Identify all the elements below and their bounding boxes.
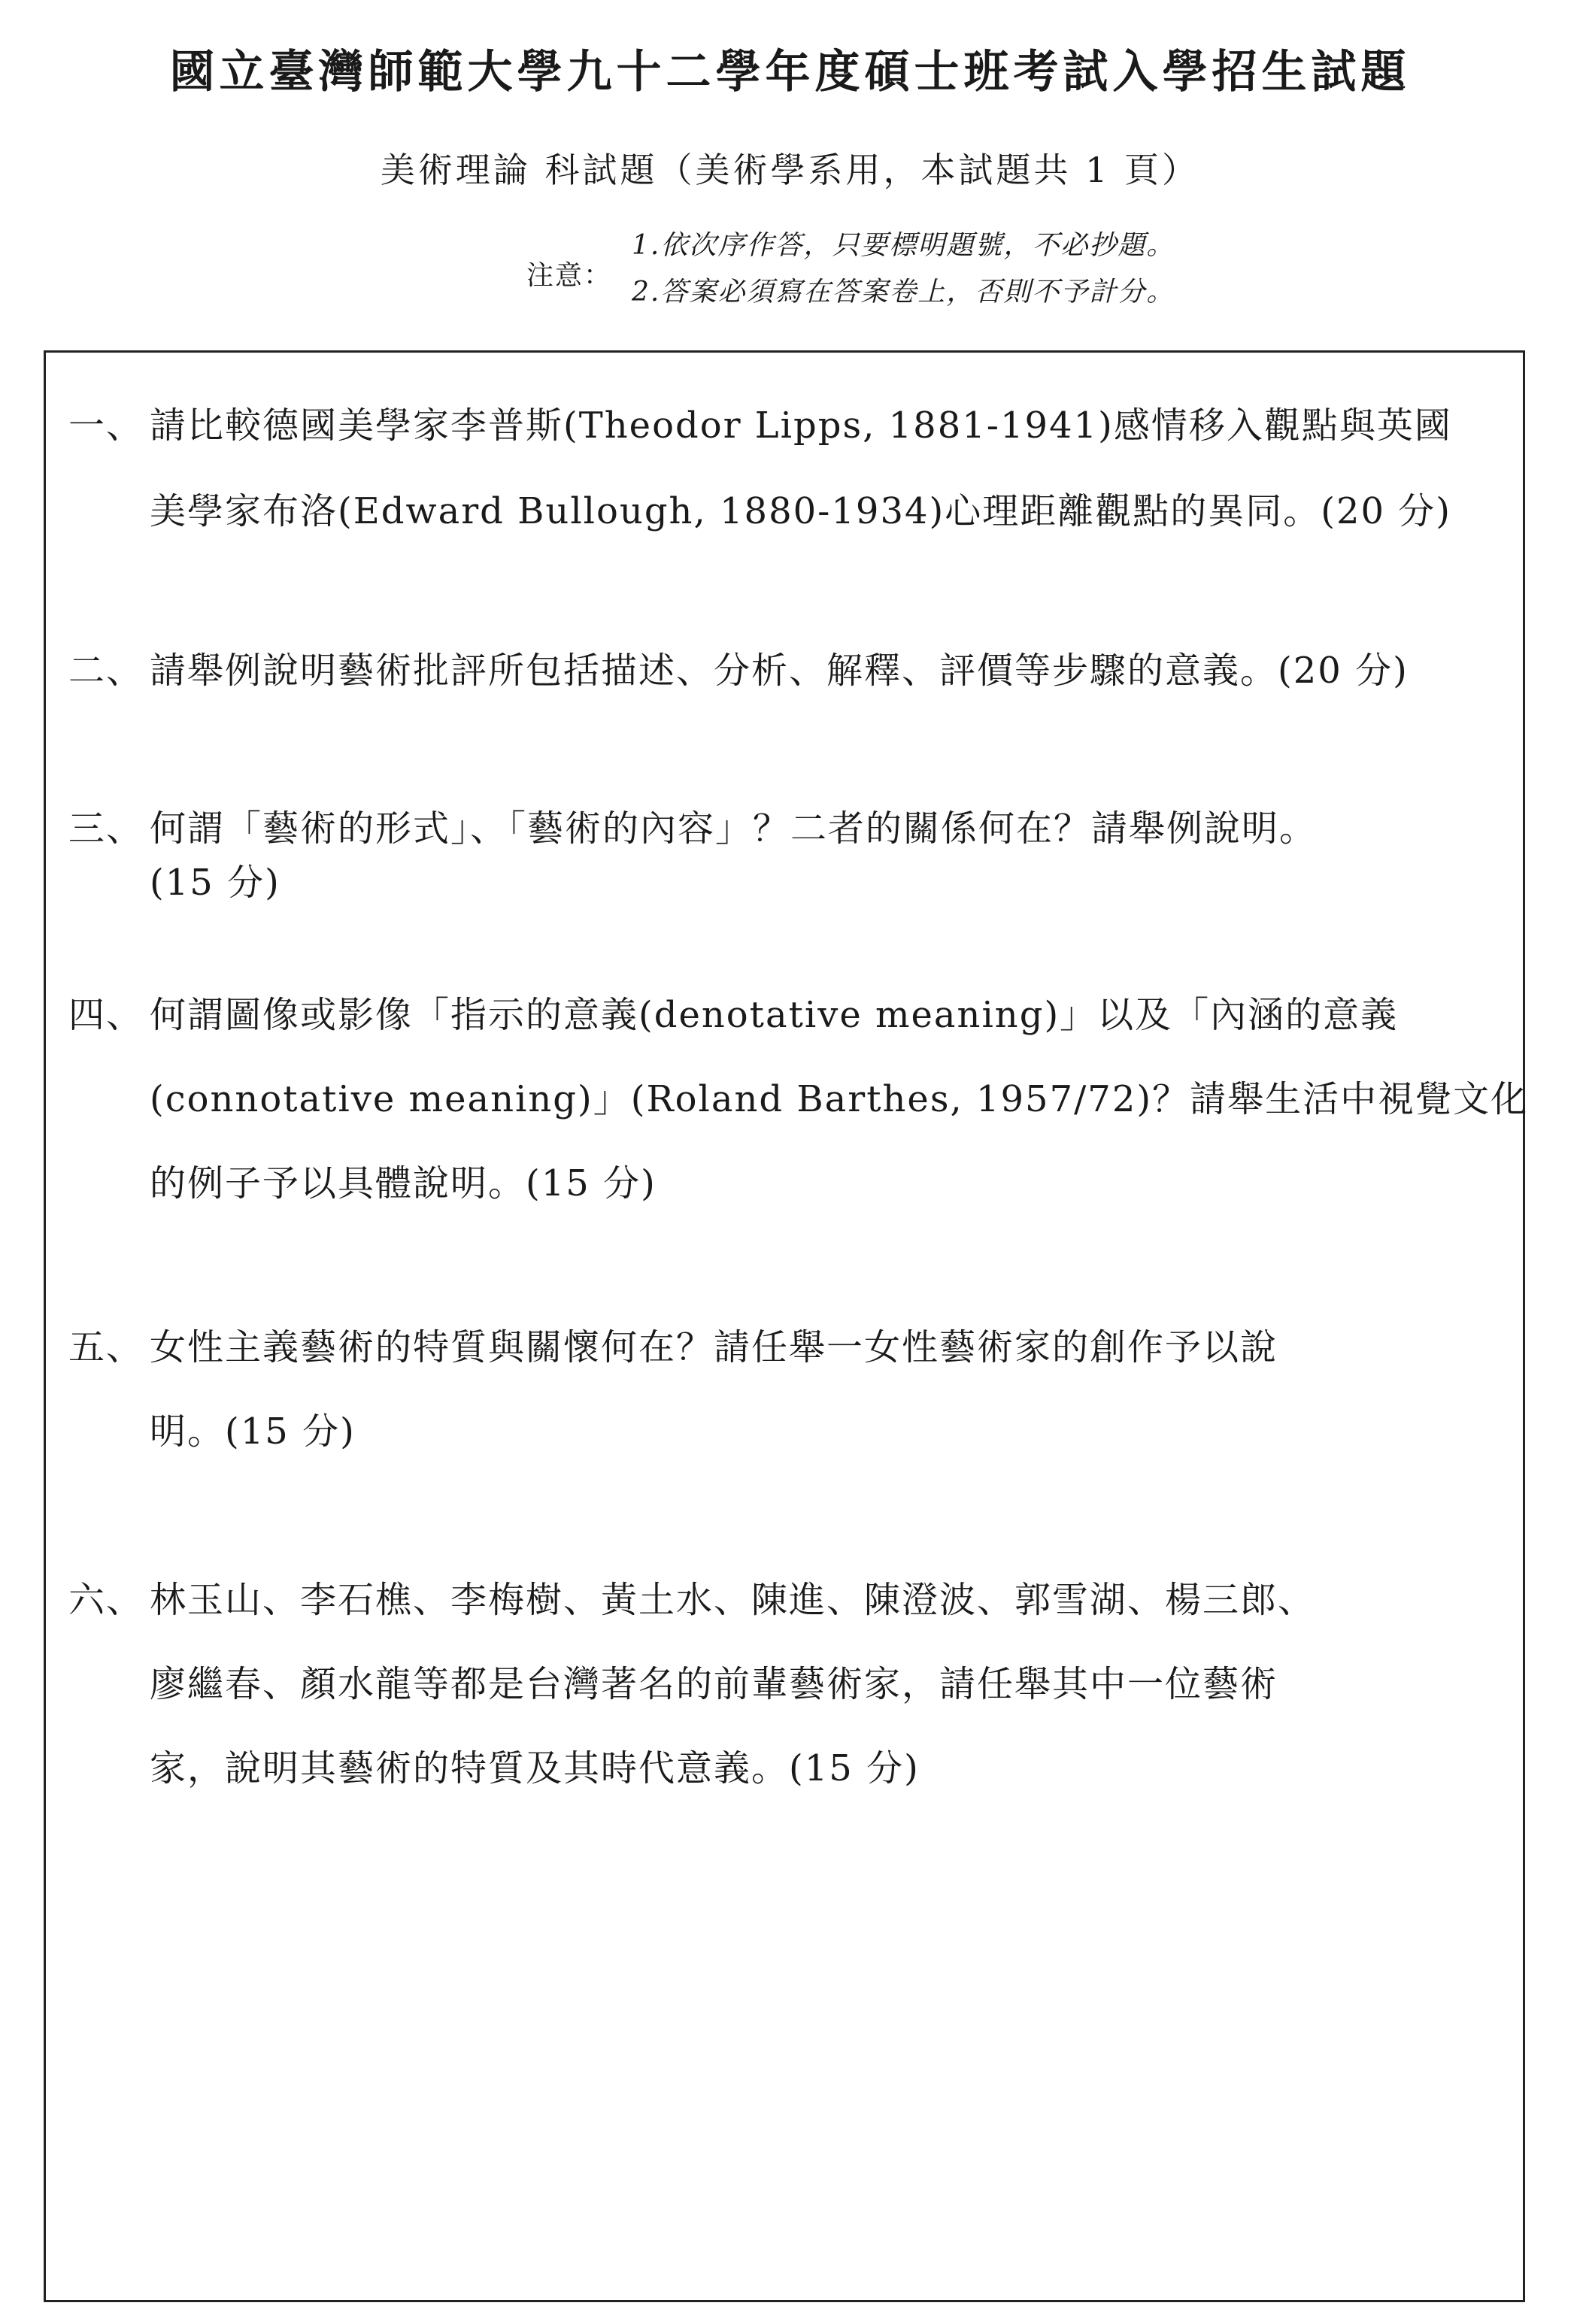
question-number: 六、 — [68, 1579, 144, 1621]
question-text-line: 明。(15 分) — [150, 1410, 356, 1453]
notice-label: 注意： — [526, 260, 613, 291]
question-2 — [68, 641, 1505, 694]
question-1 — [68, 396, 1505, 532]
question-text-line: 請舉例說明藝術批評所包括描述、分析、解釋、評價等步驟的意義。(20 分) — [150, 650, 1409, 692]
question-4 — [68, 986, 1529, 1211]
question-text-line: 林玉山、李石樵、李梅樹、黃土水、陳進、陳澄波、郭雪湖、楊三郎、 — [150, 1579, 1316, 1621]
question-number: 五、 — [68, 1326, 144, 1368]
question-text-line: 何謂圖像或影像「指示的意義(denotative meaning)」以及「內涵的意義 — [150, 994, 1399, 1036]
question-6 — [68, 1571, 1505, 1796]
question-5 — [68, 1318, 1505, 1453]
question-number: 二、 — [68, 650, 144, 692]
question-3 — [68, 799, 1505, 904]
notice-item: 1.依次序作答，只要標明題號，不必抄題。 — [632, 230, 1175, 261]
question-text-line: (15 分) — [150, 862, 281, 904]
question-number: 四、 — [68, 994, 144, 1036]
question-text-line: 的例子予以具體說明。(15 分) — [150, 1162, 657, 1204]
question-text-line: 女性主義藝術的特質與關懷何在？請任舉一女性藝術家的創作予以說 — [150, 1326, 1278, 1368]
question-text-line: 廖繼春、顏水龍等都是台灣著名的前輩藝術家，請任舉其中一位藝術 — [150, 1663, 1278, 1705]
exam-subtitle: 美術理論 科試題（美術學系用，本試題共 1 頁） — [380, 150, 1200, 190]
question-text-line: 請比較德國美學家李普斯(Theodor Lipps, 1881-1941)感情移入觀點與英國 — [150, 405, 1452, 447]
question-text-line: 美學家布洛(Edward Bullough, 1880-1934)心理距離觀點的異同。(20 分) — [150, 490, 1452, 532]
exam-title: 國立臺灣師範大學九十二學年度碩士班考試入學招生試題 — [169, 46, 1411, 98]
question-text-line: 家，說明其藝術的特質及其時代意義。(15 分) — [150, 1747, 920, 1789]
question-text-line: 何謂「藝術的形式」、「藝術的內容」？二者的關係何在？請舉例說明。 — [150, 807, 1318, 850]
question-text-line: (connotative meaning)」(Roland Barthes, 1957/72)？請舉生活中視覺文化 — [150, 1078, 1529, 1120]
notice-item: 2.答案必須寫在答案卷上，否則不予計分。 — [632, 277, 1175, 308]
question-number: 一、 — [68, 405, 144, 447]
question-number: 三、 — [68, 807, 144, 850]
question-box — [44, 350, 1529, 2302]
notice-block — [526, 224, 1354, 322]
